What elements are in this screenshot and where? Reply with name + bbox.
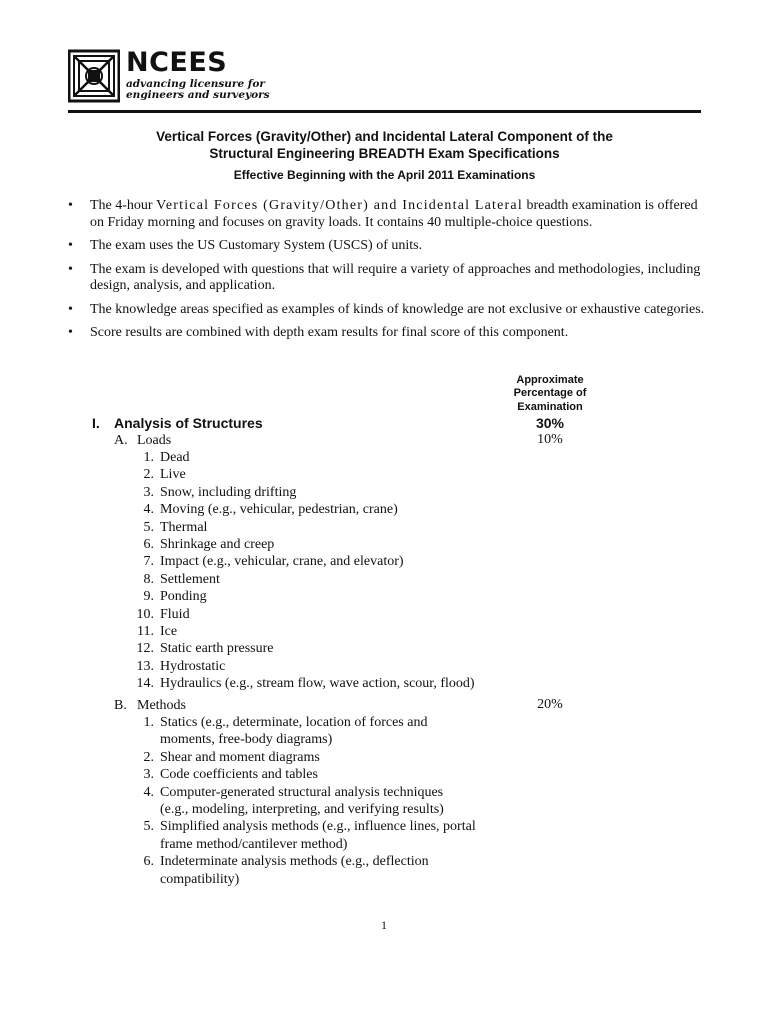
section-title: Analysis of Structures — [114, 415, 263, 431]
header-rule — [68, 110, 701, 113]
item-number: 2. — [143, 749, 154, 765]
item-number: 13. — [136, 658, 154, 674]
item-number: 9. — [143, 589, 154, 605]
item-number: 6. — [143, 854, 154, 870]
list-item — [130, 714, 530, 749]
item-text: Ponding — [160, 589, 207, 605]
item-number: 5. — [143, 519, 154, 535]
item-text: Snow, including drifting — [160, 484, 297, 500]
item-number: 1. — [143, 450, 154, 465]
list-item — [130, 536, 530, 553]
bullet-item — [68, 198, 708, 231]
item-text: Fluid — [160, 606, 190, 622]
bullet-dot-icon: • — [68, 301, 73, 317]
item-text: Simplified analysis methods (e.g., influence lines, portal — [160, 819, 476, 835]
item-number: 6. — [143, 537, 154, 553]
percentage-header-line: Examination — [517, 400, 583, 413]
subsection-a-title: Loads — [137, 433, 172, 448]
item-number: 1. — [143, 715, 154, 730]
list-item — [130, 484, 530, 501]
percentage-header-line: Approximate — [516, 374, 584, 386]
item-text: Code coefficients and tables — [160, 767, 318, 783]
item-text: Moving (e.g., vehicular, pedestrian, crane) — [160, 502, 398, 518]
bullet-item — [68, 238, 708, 255]
title-line-2: Structural Engineering BREADTH Exam Specifications — [209, 146, 560, 161]
item-text: Hydrostatic — [160, 658, 226, 674]
bullet-text: The 4-hour — [90, 198, 157, 213]
list-item — [130, 606, 530, 623]
ncees-logo-mark-icon — [68, 48, 120, 104]
item-text: Shear and moment diagrams — [160, 749, 320, 765]
item-text: Thermal — [160, 519, 208, 535]
bullet-item — [68, 302, 708, 319]
bullet-text-spaced: Vertical Forces (Gravity/Other) and Incidental Lateral — [156, 198, 523, 213]
title-line-1: Vertical Forces (Gravity/Other) and Incidental Lateral Component of the — [156, 129, 613, 144]
logo-tagline-line-2: engineers and surveyors — [126, 89, 270, 101]
bullet-text: breadth examination is offered on Friday morning and focuses on gravity loads. It contains 40 multiple-choice questions. — [90, 198, 698, 230]
bullet-text: The knowledge areas specified as examples of kinds of knowledge are not exclusive or exhaustive categories. — [90, 301, 705, 317]
subsection-a-letter: A. — [114, 433, 128, 448]
item-number: 11. — [137, 624, 154, 640]
list-item — [130, 640, 530, 657]
item-text-continued: moments, free-body diagrams) — [160, 732, 333, 748]
item-text: Live — [160, 467, 186, 483]
item-text: Settlement — [160, 571, 220, 587]
bullet-text: Score results are combined with depth exam results for final score of this component. — [90, 325, 569, 340]
section-numeral: I. — [92, 415, 100, 431]
item-text: Shrinkage and creep — [160, 537, 275, 553]
item-text: Dead — [160, 450, 190, 465]
item-number: 2. — [143, 467, 154, 483]
bullet-dot-icon: • — [68, 261, 73, 277]
item-text: Static earth pressure — [160, 641, 274, 657]
list-item — [130, 571, 530, 588]
logo-tagline-line-1: advancing licensure for — [126, 78, 265, 90]
subsection-b-title: Methods — [137, 698, 186, 713]
loads-list — [130, 449, 530, 693]
logo-tagline — [126, 79, 276, 101]
list-item — [130, 623, 530, 640]
item-text: Computer-generated structural analysis techniques — [160, 784, 444, 800]
item-number: 7. — [143, 554, 154, 570]
bullet-dot-icon: • — [68, 198, 73, 213]
percentage-header-line: Percentage of — [513, 387, 587, 400]
methods-list — [130, 714, 530, 888]
item-text: Statics (e.g., determinate, location of forces and — [160, 715, 428, 730]
page-number: 1 — [381, 918, 387, 932]
bullet-dot-icon: • — [68, 238, 73, 253]
bullet-text: The exam uses the US Customary System (USCS) of units. — [90, 238, 423, 253]
list-item — [130, 784, 530, 819]
item-text-continued: (e.g., modeling, interpreting, and verifying results) — [160, 802, 444, 818]
item-text: Impact (e.g., vehicular, crane, and elevator) — [160, 554, 404, 570]
bullet-item — [68, 262, 708, 295]
list-item — [130, 466, 530, 483]
subtitle: Effective Beginning with the April 2011 Examinations — [233, 168, 536, 182]
list-item — [130, 675, 530, 692]
list-item — [130, 818, 530, 853]
list-item — [130, 449, 530, 466]
list-item — [130, 553, 530, 570]
logo-wordmark: NCEES — [126, 47, 228, 78]
percentage-column-header — [500, 374, 600, 414]
item-text-continued: frame method/cantilever method) — [160, 836, 348, 852]
item-text: Hydraulics (e.g., stream flow, wave action, scour, flood) — [160, 676, 475, 692]
section-percentage: 30% — [535, 415, 565, 431]
item-number: 4. — [143, 784, 154, 800]
intro-bullet-list — [68, 198, 708, 349]
ncees-logo — [68, 48, 268, 108]
item-number: 10. — [136, 606, 154, 622]
subsection-b-percentage: 20% — [537, 697, 563, 712]
subsection-a-percentage: 10% — [537, 432, 563, 447]
list-item — [130, 853, 530, 888]
list-item — [130, 658, 530, 675]
item-number: 3. — [143, 767, 154, 783]
bullet-item — [68, 325, 708, 342]
item-number: 8. — [143, 571, 154, 587]
item-number: 14. — [136, 676, 154, 692]
list-item — [130, 749, 530, 766]
list-item — [130, 588, 530, 605]
item-number: 12. — [136, 641, 154, 657]
list-item — [130, 766, 530, 783]
bullet-dot-icon: • — [68, 325, 73, 340]
list-item — [130, 519, 530, 536]
item-text-continued: compatibility) — [160, 871, 240, 887]
list-item — [130, 501, 530, 518]
item-number: 3. — [143, 484, 154, 500]
item-text: Indeterminate analysis methods (e.g., deflection — [160, 854, 429, 870]
item-number: 4. — [143, 502, 154, 518]
subsection-b-letter: B. — [114, 698, 127, 713]
item-text: Ice — [160, 624, 178, 640]
bullet-text: The exam is developed with questions that will require a variety of approaches and methodologies, including design, analysis, and application. — [90, 261, 701, 293]
item-number: 5. — [143, 819, 154, 835]
